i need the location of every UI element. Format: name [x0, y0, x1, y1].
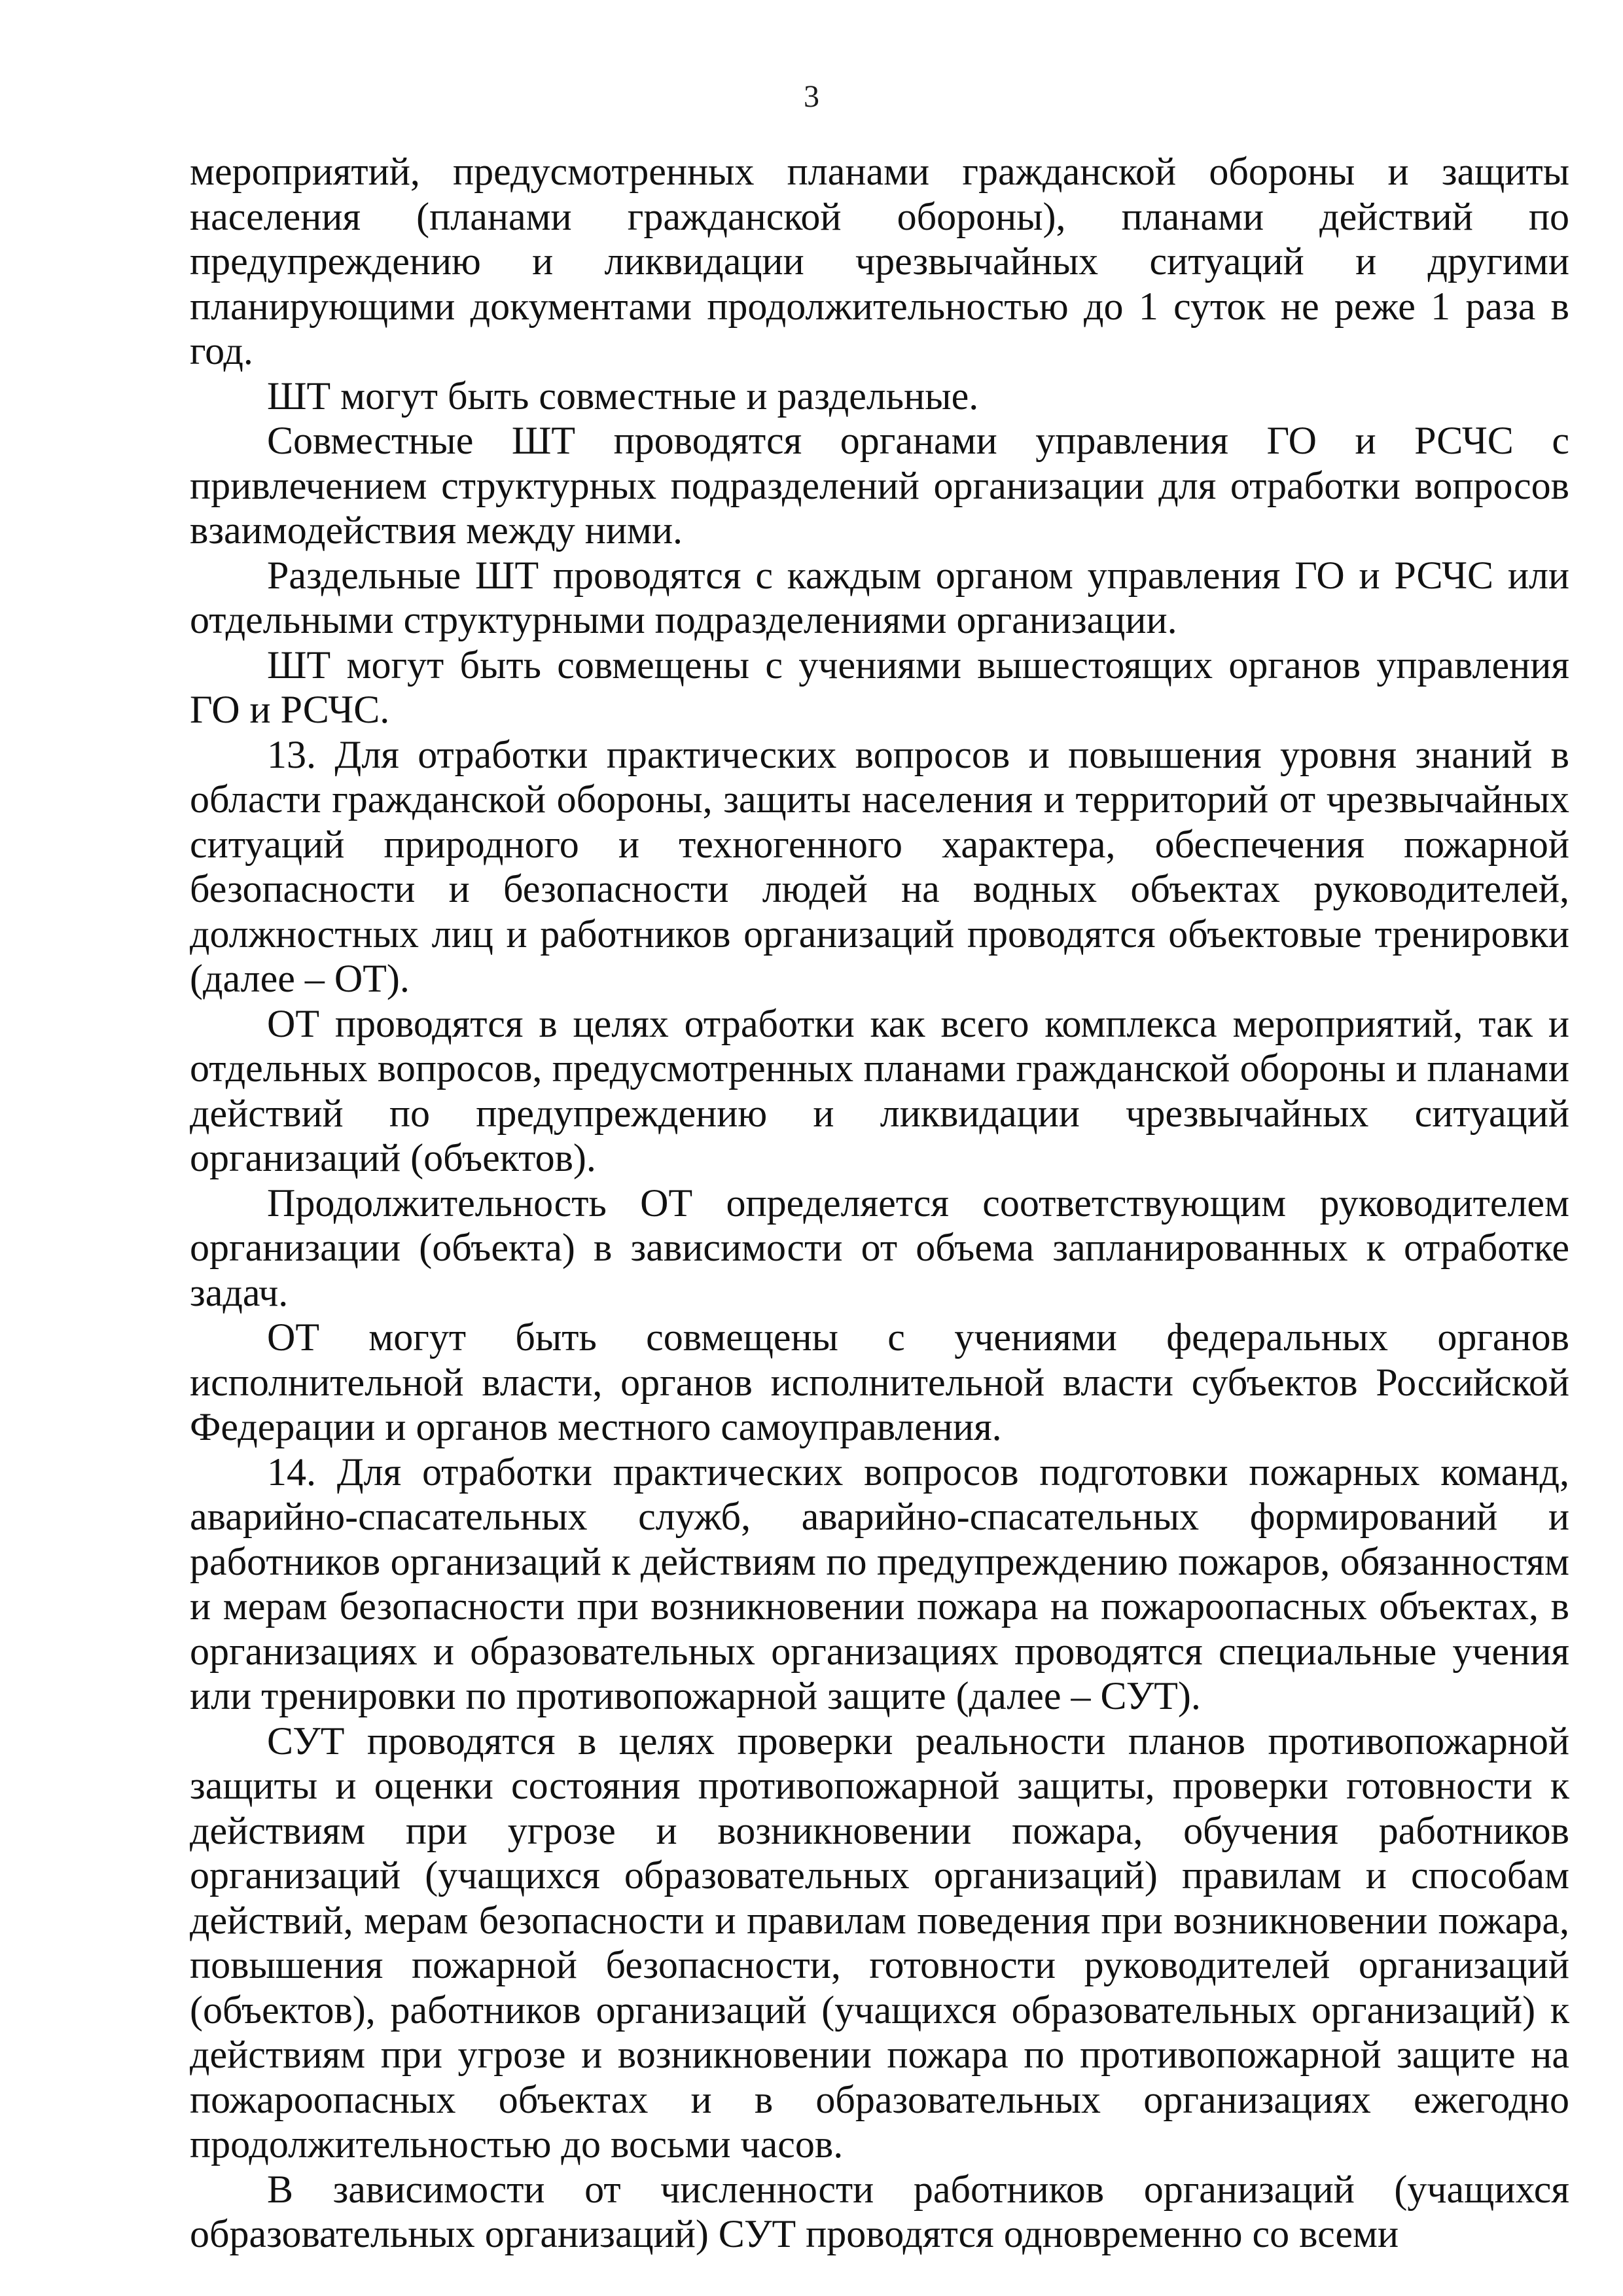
paragraph-continuation: мероприятий, предусмотренных планами гражданской обороны и защиты населения (планами гражданской обороны), планами действий по предупреждению и ликвидации чрезвычайных ситуаций и другими планирующими документами продолжительностью до 1 суток не реже 1 раза в год.	[190, 150, 1569, 372]
paragraph: Продолжительность ОТ определяется соответствующим руководителем организации (объекта) в зависимости от объема запланированных к отработке задач.	[190, 1181, 1569, 1314]
paragraph: ОТ проводятся в целях отработки как всего комплекса мероприятий, так и отдельных вопросов, предусмотренных планами гражданской обороны и планами действий по предупреждению и ликвидации чрезвычайных ситуаций организаций (объектов).	[190, 1001, 1569, 1179]
page-number: 3	[804, 79, 819, 114]
paragraph: ШТ могут быть совместные и раздельные.	[267, 374, 979, 418]
paragraph: ОТ могут быть совмещены с учениями федеральных органов исполнительной власти, органов исполнительной власти субъектов Российской Федерации и органов местного самоуправления.	[190, 1316, 1569, 1448]
paragraph: ШТ могут быть совмещены с учениями вышестоящих органов управления ГО и РСЧС.	[190, 643, 1569, 731]
paragraph: Раздельные ШТ проводятся с каждым органом управления ГО и РСЧС или отдельными структурными подразделениями организации.	[190, 553, 1569, 641]
paragraph-item-14: 14. Для отработки практических вопросов подготовки пожарных команд, аварийно-спасательных служб, аварийно-спасательных формирований и работников организаций к действиям по предупреждению пожаров, обязанностям и мерам безопасности при возникновении пожара на пожароопасных объектах, в организациях и образовательных организациях проводятся специальные учения или тренировки по противопожарной защите (далее – СУТ).	[190, 1450, 1569, 1717]
paragraph-item-13: 13. Для отработки практических вопросов и повышения уровня знаний в области гражданской обороны, защиты населения и территорий от чрезвычайных ситуаций природного и техногенного характера, обеспечения пожарной безопасности и безопасности людей на водных объектах руководителей, должностных лиц и работников организаций проводятся объектовые тренировки (далее – ОТ).	[190, 732, 1569, 1000]
document-body	[190, 149, 1569, 2257]
paragraph: СУТ проводятся в целях проверки реальности планов противопожарной защиты и оценки состояния противопожарной защиты, проверки готовности к действиям при угрозе и возникновении пожара, обучения работников организаций (учащихся образовательных организаций) правилам и способам действий, мерам безопасности и правилам поведения при возникновении пожара, повышения пожарной безопасности, готовности руководителей организаций (объектов), работников организаций (учащихся образовательных организаций) к действиям при угрозе и возникновении пожара по противопожарной защите на пожароопасных объектах и в образовательных организациях ежегодно продолжительностью до восьми часов.	[190, 1719, 1569, 2166]
paragraph: Совместные ШТ проводятся органами управления ГО и РСЧС с привлечением структурных подразделений организации для отработки вопросов взаимодействия между ними.	[190, 419, 1569, 552]
paragraph: В зависимости от численности работников организаций (учащихся образовательных организаций) СУТ проводятся одновременно со всеми	[190, 2167, 1569, 2255]
